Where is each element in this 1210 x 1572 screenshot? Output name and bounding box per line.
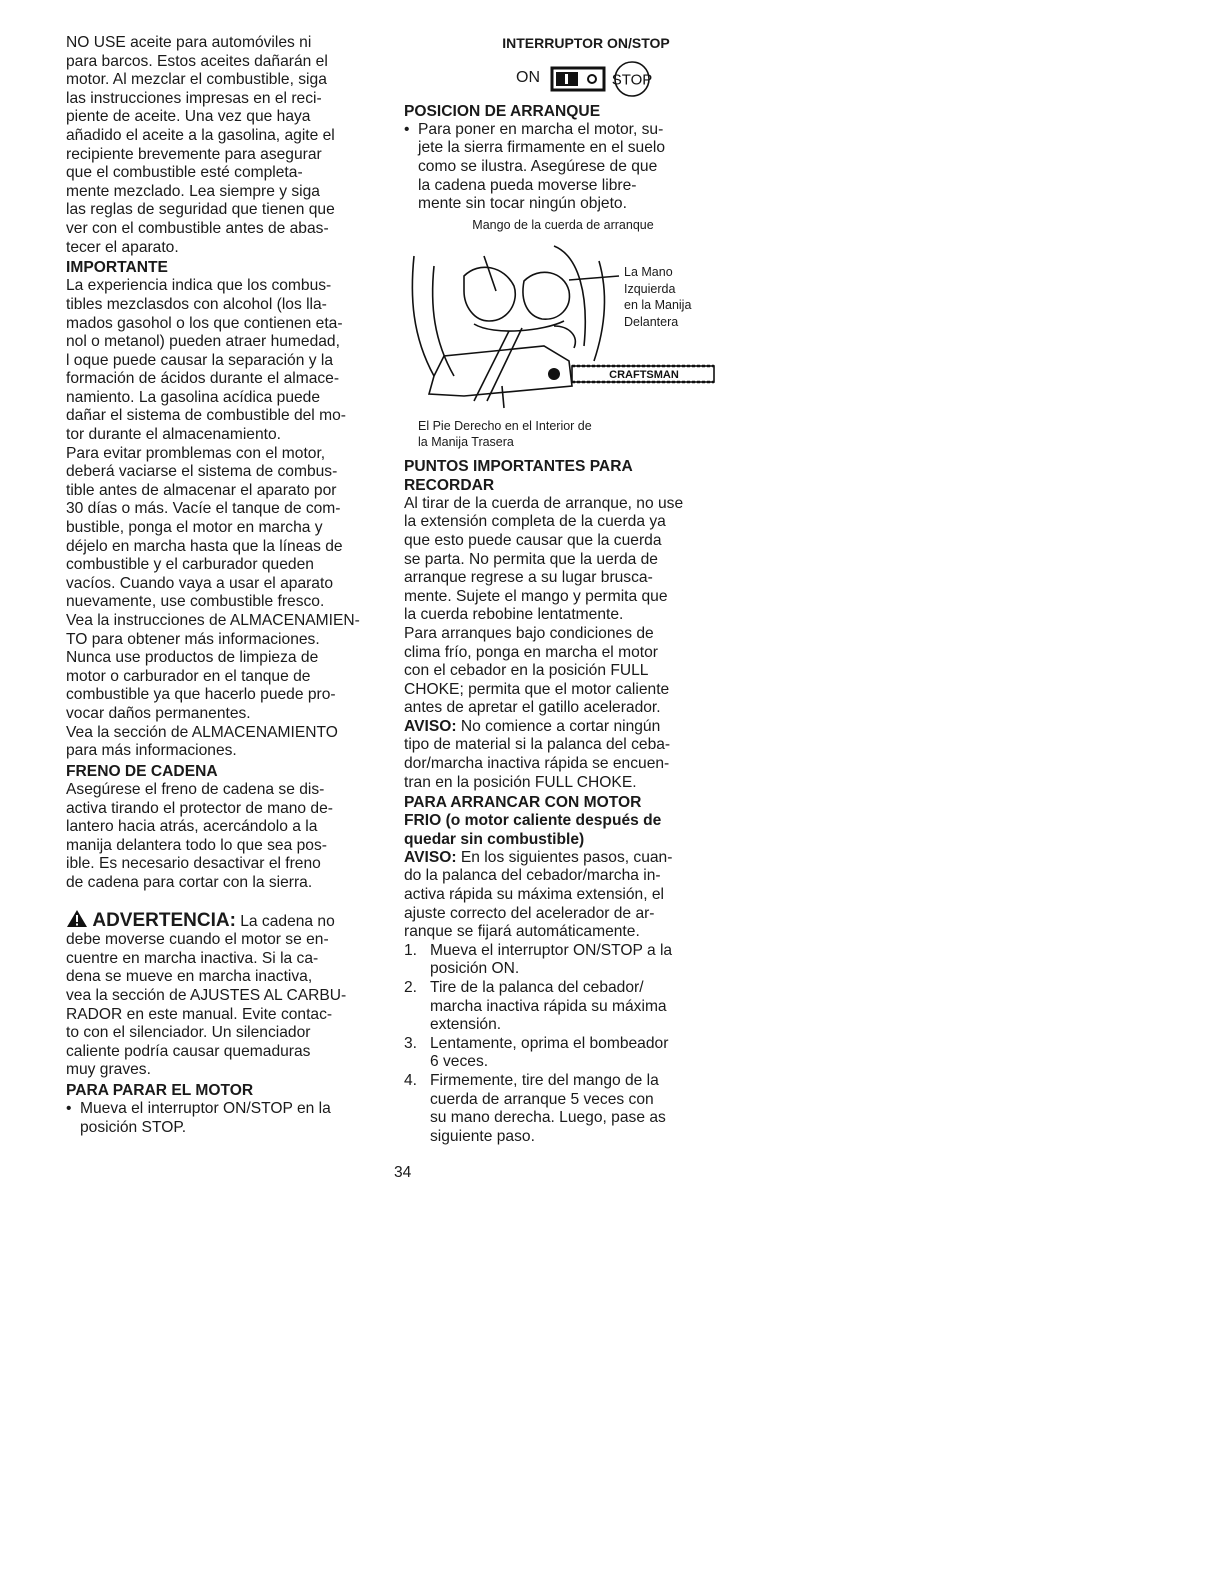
posicion-bullet xyxy=(404,121,722,214)
step-number: 1. xyxy=(404,941,418,959)
text-line: su mano derecha. Luego, pase as xyxy=(430,1109,666,1127)
text-line: Izquierda xyxy=(624,281,676,296)
text-line: combustible ya que hacerlo puede pro- xyxy=(66,686,336,704)
step-item xyxy=(404,979,722,1035)
text-line: en la Manija xyxy=(624,298,692,313)
advertencia-first-line: La cadena no xyxy=(240,912,335,930)
text-line: como se ilustra. Asegúrese de que xyxy=(418,157,658,175)
freno-paragraph xyxy=(66,781,384,893)
text-line: recipiente brevemente para asegurar xyxy=(66,145,322,163)
figure-caption-top: Mango de la cuerda de arranque xyxy=(472,217,654,232)
aviso1-label: AVISO: xyxy=(404,717,457,735)
aviso2-first-line: En los siguientes pasos, cuan- xyxy=(460,848,673,866)
step-number: 4. xyxy=(404,1072,418,1089)
puntos-paragraph xyxy=(404,495,722,718)
step-text xyxy=(430,1035,668,1072)
figure-label-right xyxy=(624,264,691,330)
right-column xyxy=(404,34,722,1146)
text-line: mados gasohol o los que contienen eta- xyxy=(66,314,343,332)
text-line: do la palanca del cebador/marcha in- xyxy=(404,867,661,885)
text-line: La Mano xyxy=(624,265,673,280)
text-line: activa rápida su máxima extensión, el xyxy=(404,886,665,904)
text-line: Mueva el interruptor ON/STOP en la xyxy=(80,1100,331,1118)
text-line: las reglas de seguridad que tienen que xyxy=(66,201,335,219)
text-line: tible antes de almacenar el aparato por xyxy=(66,481,337,499)
text-line: vacíos. Cuando vaya a usar el aparato xyxy=(66,574,333,592)
figure-caption-bottom xyxy=(404,418,722,450)
text-line: para barcos. Estos aceites dañarán el xyxy=(66,52,328,70)
text-line: Nunca use productos de limpieza de xyxy=(66,649,319,667)
text-line: Para arranques bajo condiciones de xyxy=(404,624,654,642)
text-line: con el cebador en la posición FULL xyxy=(404,662,649,680)
text-line: la extensión completa de la cuerda ya xyxy=(404,513,666,531)
text-line: nuevamente, use combustible fresco. xyxy=(66,593,325,611)
text-line: cuentre en marcha inactiva. Si la ca- xyxy=(66,949,319,967)
parar-heading: PARA PARAR EL MOTOR xyxy=(66,1081,254,1099)
puntos-heading xyxy=(404,458,722,494)
text-line: ajuste correcto del acelerador de ar- xyxy=(404,904,655,922)
text-line: dena se mueve en marcha inactiva, xyxy=(66,968,313,986)
text-line: la Manija Trasera xyxy=(418,435,514,450)
aviso2-block xyxy=(404,849,722,942)
step-number: 2. xyxy=(404,979,418,997)
text-line: tran en la posición FULL CHOKE. xyxy=(404,773,637,791)
text-line: Vea la sección de ALMACENAMIENTO xyxy=(66,723,338,741)
text-line: mente. Sujete el mango y permita que xyxy=(404,587,668,605)
step-text xyxy=(430,942,672,979)
text-line: activa tirando el protector de mano de- xyxy=(66,799,333,817)
parar-bullet xyxy=(66,1100,384,1137)
text-line: deberá vaciarse el sistema de combus- xyxy=(66,463,338,481)
aviso1-paragraph xyxy=(404,736,722,792)
text-line: NO USE aceite para automóviles ni xyxy=(66,34,312,51)
text-line: clima frío, ponga en marcha el motor xyxy=(404,643,658,661)
text-line: marcha inactiva rápida su máxima xyxy=(430,997,667,1015)
text-line: ver con el combustible antes de abas- xyxy=(66,219,329,237)
bullet-dot: • xyxy=(404,120,410,138)
text-line: Firmemente, tire del mango de la xyxy=(430,1072,659,1089)
intro-paragraph xyxy=(66,34,384,257)
text-line: ible. Es necesario desactivar el freno xyxy=(66,855,321,873)
text-line: debe moverse cuando el motor se en- xyxy=(66,931,329,949)
left-column xyxy=(66,34,384,1137)
steps-list xyxy=(404,942,722,1147)
switch-stop-label: STOP xyxy=(611,71,652,89)
text-line: TO para obtener más informaciones. xyxy=(66,630,320,648)
text-line: cuerda de arranque 5 veces con xyxy=(430,1090,654,1108)
text-line: tor durante el almacenamiento. xyxy=(66,426,281,444)
step-text xyxy=(430,1072,666,1146)
text-line: que esto puede causar que la cuerda xyxy=(404,531,662,549)
text-line: to con el silenciador. Un silenciador xyxy=(66,1024,311,1042)
text-line: Delantera xyxy=(624,314,679,329)
text-line: posición ON. xyxy=(430,960,520,978)
text-line: RADOR en este manual. Evite contac- xyxy=(66,1005,333,1023)
text-line: Lentamente, oprima el bombeador xyxy=(430,1034,669,1052)
text-line: ranque se fijará automáticamente. xyxy=(404,923,640,941)
text-line: que el combustible esté completa- xyxy=(66,164,303,182)
text-line: motor. Al mezclar el combustible, siga xyxy=(66,71,327,89)
aviso2-label: AVISO: xyxy=(404,848,457,866)
freno-heading: FRENO DE CADENA xyxy=(66,762,218,780)
switch-on-label: ON xyxy=(516,69,540,87)
step-item xyxy=(404,1035,722,1072)
text-line: El Pie Derecho en el Interior de xyxy=(418,419,592,434)
posicion-heading: POSICION DE ARRANQUE xyxy=(404,102,601,120)
text-line: posición STOP. xyxy=(80,1118,187,1136)
text-line: FRIO (o motor caliente después de xyxy=(404,812,662,830)
text-line: extensión. xyxy=(430,1016,502,1034)
text-line: CHOKE; permita que el motor caliente xyxy=(404,680,670,698)
text-line: jete la sierra firmamente en el suelo xyxy=(418,139,666,157)
text-line: 6 veces. xyxy=(430,1053,489,1071)
text-line: arranque regrese a su lugar brusca- xyxy=(404,569,653,587)
text-line: motor o carburador en el tanque de xyxy=(66,667,311,685)
text-line: nol o metanol) pueden atraer humedad, xyxy=(66,333,340,351)
text-line: quedar sin combustible) xyxy=(404,830,585,848)
text-line: para más informaciones. xyxy=(66,742,237,760)
text-line: la cuerda rebobine lentatmente. xyxy=(404,606,624,624)
text-line: La experiencia indica que los combus- xyxy=(66,277,332,295)
text-line: 30 días o más. Vacíe el tanque de com- xyxy=(66,500,341,518)
importante-heading: IMPORTANTE xyxy=(66,259,168,277)
importante-paragraph xyxy=(66,277,384,760)
text-line: siguiente paso. xyxy=(430,1127,535,1145)
text-line: piente de aceite. Una vez que haya xyxy=(66,108,311,126)
switch-heading: INTERRUPTOR ON/STOP xyxy=(502,35,670,51)
text-line: manija delantera todo lo que sea pos- xyxy=(66,836,327,854)
step-item xyxy=(404,1072,722,1146)
text-line: se parta. No permita que la uerda de xyxy=(404,550,658,568)
text-line: formación de ácidos durante el almace- xyxy=(66,370,340,388)
text-line: lantero hacia atrás, acercándolo a la xyxy=(66,818,318,836)
text-line: Para evitar promblemas con el motor, xyxy=(66,444,326,462)
text-line: déjelo en marcha hasta que la líneas de xyxy=(66,537,343,555)
aviso1-first-line: No comience a cortar ningún xyxy=(460,717,661,735)
text-line: Tire de la palanca del cebador/ xyxy=(430,979,644,997)
text-line: antes de apretar el gatillo acelerador. xyxy=(404,699,661,717)
text-line: muy graves. xyxy=(66,1061,151,1079)
text-line: tecer el aparato. xyxy=(66,238,179,256)
text-line: tibles mezclasdos con alcohol (los lla- xyxy=(66,295,327,313)
arrancar-heading xyxy=(404,794,722,849)
text-line: combustible y el carburador queden xyxy=(66,556,314,574)
text-line: Asegúrese el freno de cadena se dis- xyxy=(66,780,325,798)
text-line: de cadena para cortar con la sierra. xyxy=(66,873,313,891)
advertencia-block xyxy=(66,909,384,1080)
text-line: mente sin tocar ningún objeto. xyxy=(418,195,627,213)
text-line: PARA ARRANCAR CON MOTOR xyxy=(404,794,642,812)
text-line: PUNTOS IMPORTANTES PARA xyxy=(404,458,633,476)
step-number: 3. xyxy=(404,1034,418,1052)
switch-illustration xyxy=(404,59,722,99)
text-line: añadido el aceite a la gasolina, agite el xyxy=(66,126,335,144)
text-line: Mueva el interruptor ON/STOP a la xyxy=(430,941,673,959)
starting-position-figure xyxy=(404,236,722,416)
bullet-dot: • xyxy=(66,1100,72,1118)
text-line: dañar el sistema de combustible del mo- xyxy=(66,407,346,425)
text-line: l oque puede causar la separación y la xyxy=(66,351,334,369)
advertencia-title: ADVERTENCIA: xyxy=(92,909,236,931)
text-line: caliente podría causar quemaduras xyxy=(66,1042,311,1060)
text-line: RECORDAR xyxy=(404,476,495,494)
text-line: bustible, ponga el motor en marcha y xyxy=(66,519,323,537)
text-line: Vea la instrucciones de ALMACENAMIEN- xyxy=(66,612,360,630)
text-line: vocar daños permanentes. xyxy=(66,704,251,722)
text-line: Para poner en marcha el motor, su- xyxy=(418,120,664,138)
text-line: mente mezclado. Lea siempre y siga xyxy=(66,182,320,200)
page-number: 34 xyxy=(394,1164,412,1181)
aviso2-paragraph xyxy=(404,867,722,941)
text-line: las instrucciones impresas en el reci- xyxy=(66,89,322,107)
text-line: dor/marcha inactiva rápida se encuen- xyxy=(404,755,670,773)
parar-bullet-text xyxy=(80,1100,331,1137)
on-stop-switch-icon xyxy=(550,61,652,97)
text-line: tipo de material si la palanca del ceba- xyxy=(404,736,671,754)
advertencia-paragraph xyxy=(66,931,384,1080)
posicion-bullet-text xyxy=(418,121,665,214)
text-line: la cadena pueda moverse libre- xyxy=(418,176,637,194)
text-line: Al tirar de la cuerda de arranque, no use xyxy=(404,494,684,512)
text-line: vea la sección de AJUSTES AL CARBU- xyxy=(66,986,347,1004)
step-text xyxy=(430,979,667,1035)
step-item xyxy=(404,942,722,979)
warning-icon xyxy=(66,909,88,928)
text-line: namiento. La gasolina acídica puede xyxy=(66,388,321,406)
aviso1-block xyxy=(404,718,722,792)
craftsman-brand: CRAFTSMAN xyxy=(609,369,679,382)
